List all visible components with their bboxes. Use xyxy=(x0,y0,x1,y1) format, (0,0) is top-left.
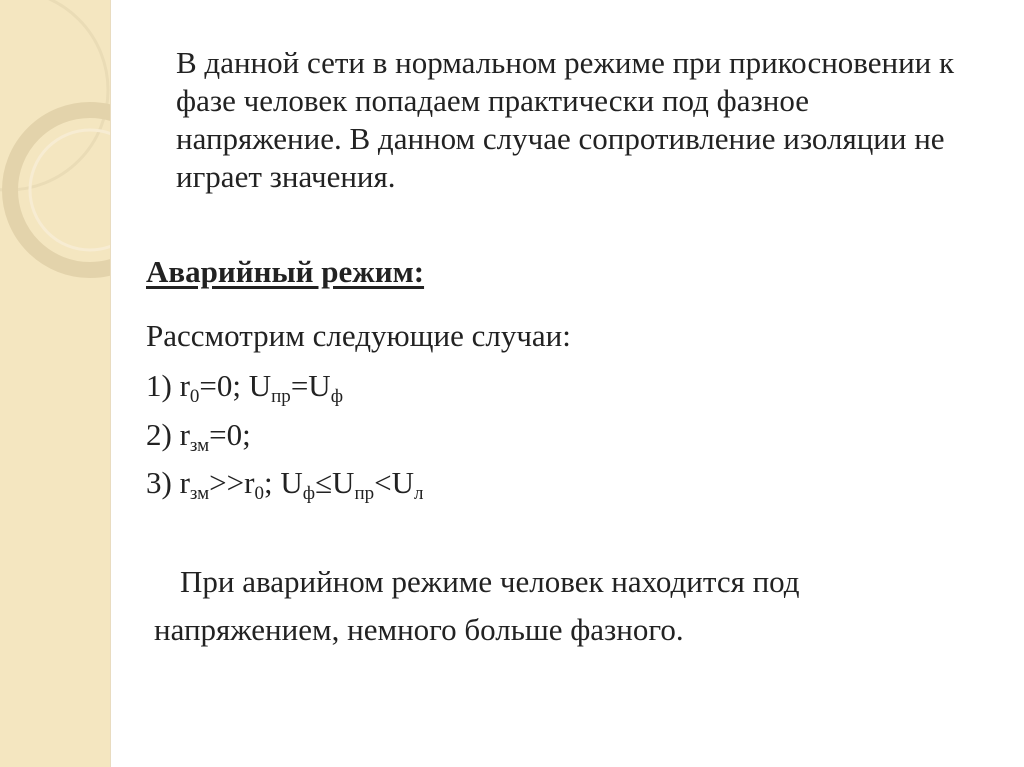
case-3 xyxy=(146,465,424,504)
conclusion-line-1: При аварийном режиме человек находится под xyxy=(180,564,800,599)
intro-paragraph: В данной сети в нормальном режиме при прикосновении к фазе человек попадаем практически под фазное напряжение. В данном случае сопротивление изоляции не играет значения. xyxy=(176,45,955,194)
case-3-subscript: пр xyxy=(354,483,375,504)
case-2 xyxy=(146,417,251,456)
case-3-text: 3) r xyxy=(146,465,190,500)
case-1-text: 1) r xyxy=(146,368,190,403)
case-2-text: =0; xyxy=(209,417,251,452)
case-3-text: >>r xyxy=(209,465,255,500)
case-1-subscript: ф xyxy=(330,386,343,407)
case-3-text: ≤U xyxy=(315,465,355,500)
conclusion-line-2: напряжением, немного больше фазного. xyxy=(154,612,684,647)
case-1 xyxy=(146,368,343,407)
conclusion-paragraph xyxy=(0,558,820,654)
case-1-text: =0; U xyxy=(199,368,272,403)
case-1-text: =U xyxy=(290,368,331,403)
case-3-subscript: 0 xyxy=(254,483,264,504)
case-2-subscript: зм xyxy=(189,435,210,456)
cases-intro: Рассмотрим следующие случаи: xyxy=(146,318,571,353)
case-1-subscript: пр xyxy=(271,386,291,407)
case-3-subscript: л xyxy=(413,483,424,504)
case-3-text: ; U xyxy=(263,465,303,500)
case-3-subscript: ф xyxy=(302,483,316,504)
section-heading: Аварийный режим: xyxy=(146,254,425,289)
case-1-subscript: 0 xyxy=(189,386,200,407)
case-3-subscript: зм xyxy=(189,483,210,504)
case-2-text: 2) r xyxy=(146,417,190,452)
case-3-text: <U xyxy=(374,465,414,500)
